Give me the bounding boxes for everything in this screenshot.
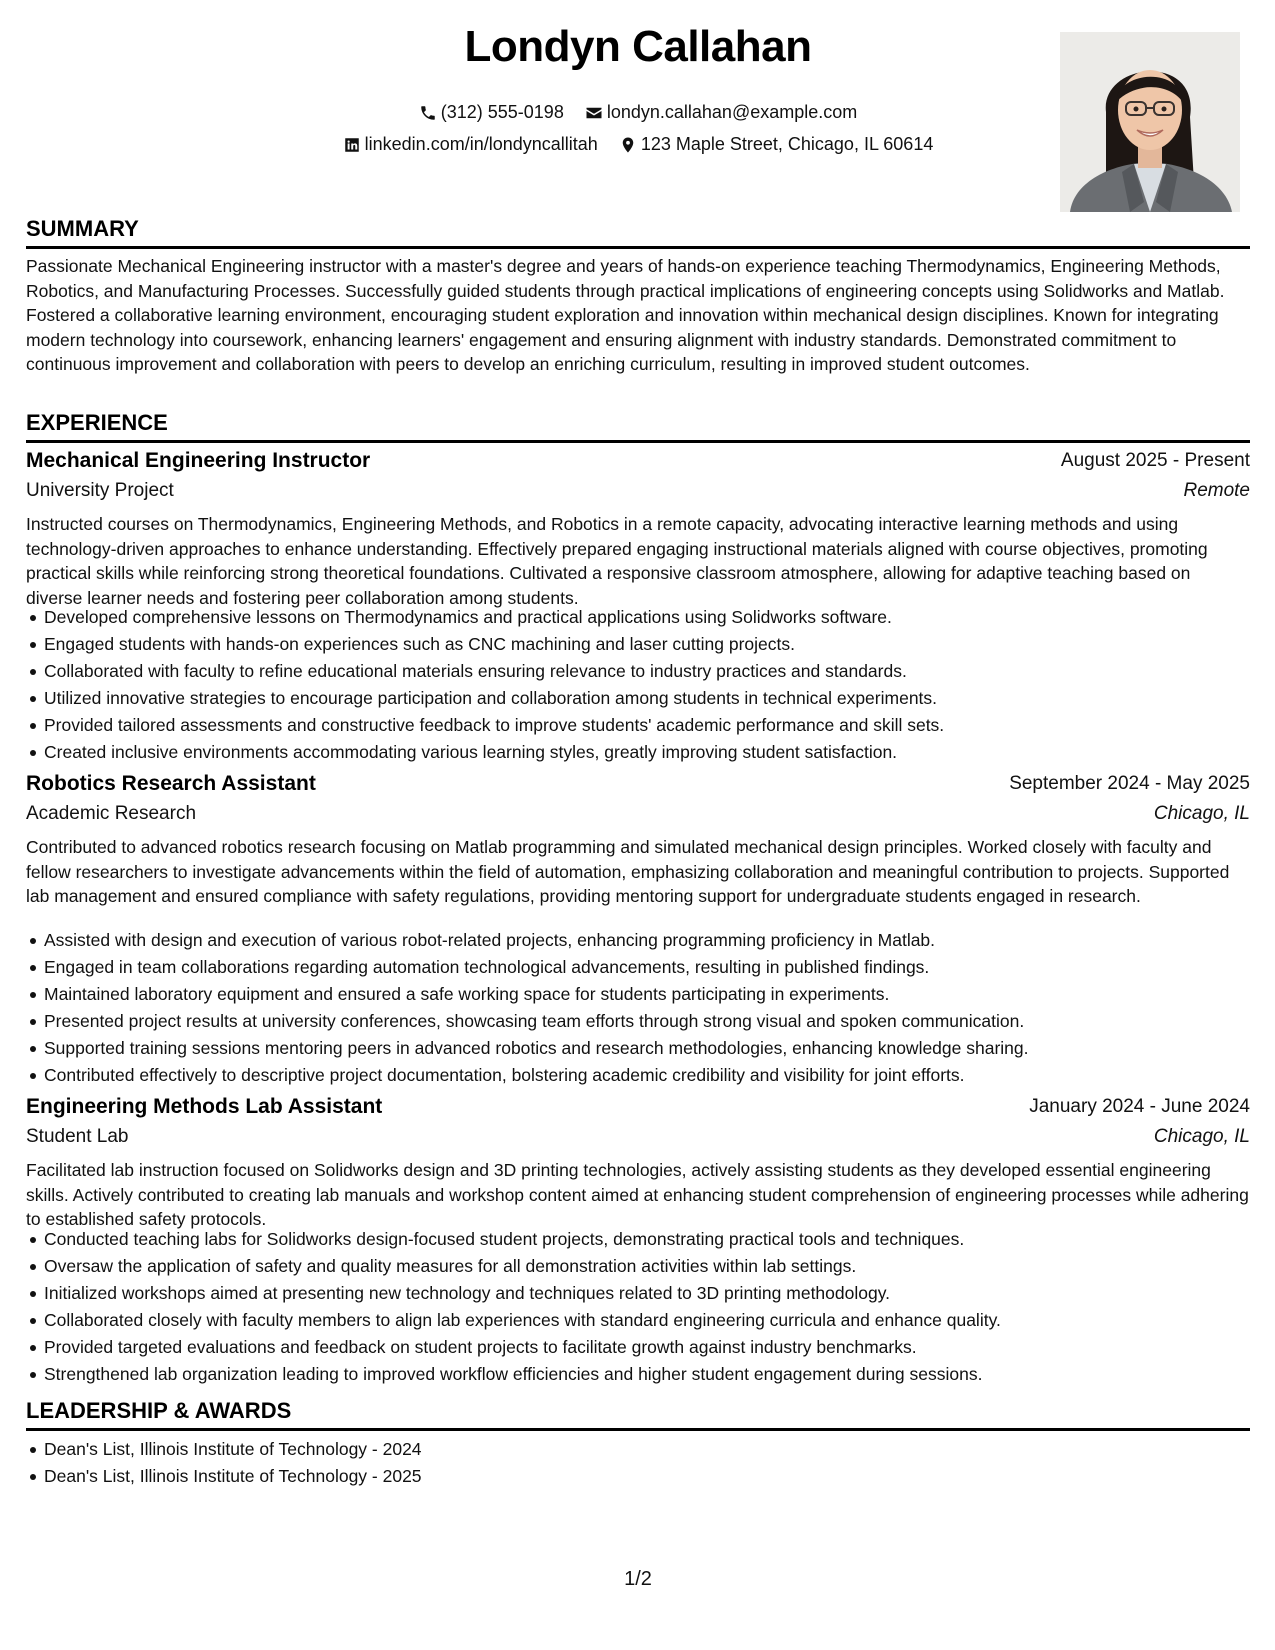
job-description: Contributed to advanced robotics research focusing on Matlab programming and simulated mechanical design principles. Worked closely with faculty and fellow researchers to investigate advancements within the field of automation, emphasizing collaboration and meaningful contribution to projects. Supported lab management and ensured compliance with safety regulations, providing mentoring support for undergraduate students engaged in research. <box>26 837 1230 906</box>
job-bullet-list <box>26 1226 1250 1388</box>
job-description: Facilitated lab instruction focused on Solidworks design and 3D printing technologies, actively assisting students as they developed essential engineering skills. Actively contributed to creating lab manuals and workshop content aimed at enhancing student comprehension of engineering processes while adhering to established safety protocols. <box>26 1160 1249 1229</box>
phone-text: (312) 555-0198 <box>440 102 564 122</box>
contact-linkedin[interactable] <box>343 134 598 155</box>
phone-icon <box>419 104 437 122</box>
list-item: Maintained laboratory equipment and ensured a safe working space for students participating in experiments. <box>26 981 1250 1008</box>
job-location: Remote <box>1183 480 1250 501</box>
job-title: Robotics Research Assistant <box>26 772 316 795</box>
list-item: Collaborated closely with faculty members to align lab experiences with standard engineering curricula and enhance quality. <box>26 1307 1250 1334</box>
profile-photo-illustration <box>1060 32 1240 212</box>
list-item: Engaged in team collaborations regarding automation technological advancements, resulting in published findings. <box>26 954 1250 981</box>
contact-email[interactable] <box>585 102 857 123</box>
list-item: Initialized workshops aimed at presenting new technology and techniques related to 3D printing methodology. <box>26 1280 1250 1307</box>
list-item: Dean's List, Illinois Institute of Technology - 2024 <box>26 1436 1250 1463</box>
list-item: Created inclusive environments accommodating various learning styles, greatly improving student satisfaction. <box>26 739 1250 766</box>
list-item: Assisted with design and execution of various robot-related projects, enhancing programming proficiency in Matlab. <box>26 927 1250 954</box>
job-dates: August 2025 - Present <box>1060 450 1250 471</box>
job-organization: Student Lab <box>26 1126 129 1147</box>
job-location: Chicago, IL <box>1153 1126 1250 1147</box>
linkedin-text[interactable]: linkedin.com/in/londyncallitah <box>364 134 598 154</box>
resume-page <box>26 0 1250 1650</box>
list-item: Dean's List, Illinois Institute of Technology - 2025 <box>26 1463 1250 1490</box>
list-item: Utilized innovative strategies to encourage participation and collaboration among students in technical experiments. <box>26 685 1250 712</box>
list-item: Collaborated with faculty to refine educational materials ensuring relevance to industry practices and standards. <box>26 658 1250 685</box>
list-item: Provided tailored assessments and constructive feedback to improve students' academic performance and skill sets. <box>26 712 1250 739</box>
job-description: Instructed courses on Thermodynamics, Engineering Methods, and Robotics in a remote capacity, advocating interactive learning methods and using technology-driven approaches to enhance understanding. Effectively prepared engaging instructional materials aligned with course objectives, promoting practical skills while reinforcing strong theoretical foundations. Cultivated a responsive classroom atmosphere, allowing for adaptive teaching based on diverse learner needs and fostering peer collaboration among students. <box>26 514 1208 608</box>
list-item: Oversaw the application of safety and quality measures for all demonstration activities within lab settings. <box>26 1253 1250 1280</box>
summary-text: Passionate Mechanical Engineering instructor with a master's degree and years of hands-on experience teaching Thermodynamics, Engineering Methods, Robotics, and Manufacturing Processes. Successfully guided students through practical implications of engineering concepts using Solidworks and Matlab. Fostered a collaborative learning environment, encouraging student exploration and innovation within mechanical design disciplines. Known for integrating modern technology into coursework, enhancing learners' engagement and ensuring alignment with industry standards. Demonstrated commitment to continuous improvement and collaboration with peers to develop an enriching curriculum, resulting in improved student outcomes. <box>26 256 1225 374</box>
page-number: 1/2 <box>624 1568 652 1590</box>
email-text[interactable]: londyn.callahan@example.com <box>606 102 858 122</box>
job-dates: September 2024 - May 2025 <box>1009 773 1250 794</box>
list-item: Presented project results at university conferences, showcasing team efforts through strong visual and spoken communication. <box>26 1008 1250 1035</box>
job-dates: January 2024 - June 2024 <box>1029 1096 1250 1117</box>
job-organization: Academic Research <box>26 803 197 824</box>
candidate-name: Londyn Callahan <box>464 22 812 71</box>
map-pin-icon <box>619 136 637 154</box>
resume-header <box>26 22 1250 222</box>
list-item: Developed comprehensive lessons on Thermodynamics and practical applications using Solidworks software. <box>26 604 1250 631</box>
list-item: Provided targeted evaluations and feedback on student projects to facilitate growth against industry benchmarks. <box>26 1334 1250 1361</box>
job-bullet-list <box>26 604 1250 766</box>
job-bullet-list <box>26 927 1250 1089</box>
list-item: Conducted teaching labs for Solidworks design-focused student projects, demonstrating practical tools and techniques. <box>26 1226 1250 1253</box>
awards-heading: LEADERSHIP & AWARDS <box>26 1398 1250 1431</box>
experience-heading: EXPERIENCE <box>26 410 1250 443</box>
job-location: Chicago, IL <box>1153 803 1250 824</box>
profile-photo <box>1060 32 1240 212</box>
envelope-icon <box>585 104 603 122</box>
contact-address <box>619 134 934 155</box>
job-organization: University Project <box>26 480 174 501</box>
job-title: Engineering Methods Lab Assistant <box>26 1095 383 1118</box>
address-text: 123 Maple Street, Chicago, IL 60614 <box>640 134 934 154</box>
job-title: Mechanical Engineering Instructor <box>26 449 371 472</box>
list-item: Strengthened lab organization leading to improved workflow efficiencies and higher student engagement during sessions. <box>26 1361 1250 1388</box>
linkedin-icon <box>343 136 361 154</box>
contact-phone <box>419 102 564 123</box>
list-item: Supported training sessions mentoring peers in advanced robotics and research methodologies, enhancing knowledge sharing. <box>26 1035 1250 1062</box>
list-item: Contributed effectively to descriptive project documentation, bolstering academic credibility and visibility for joint efforts. <box>26 1062 1250 1089</box>
list-item: Engaged students with hands-on experiences such as CNC machining and laser cutting projects. <box>26 631 1250 658</box>
summary-heading: SUMMARY <box>26 216 1250 249</box>
awards-list <box>26 1436 1250 1490</box>
